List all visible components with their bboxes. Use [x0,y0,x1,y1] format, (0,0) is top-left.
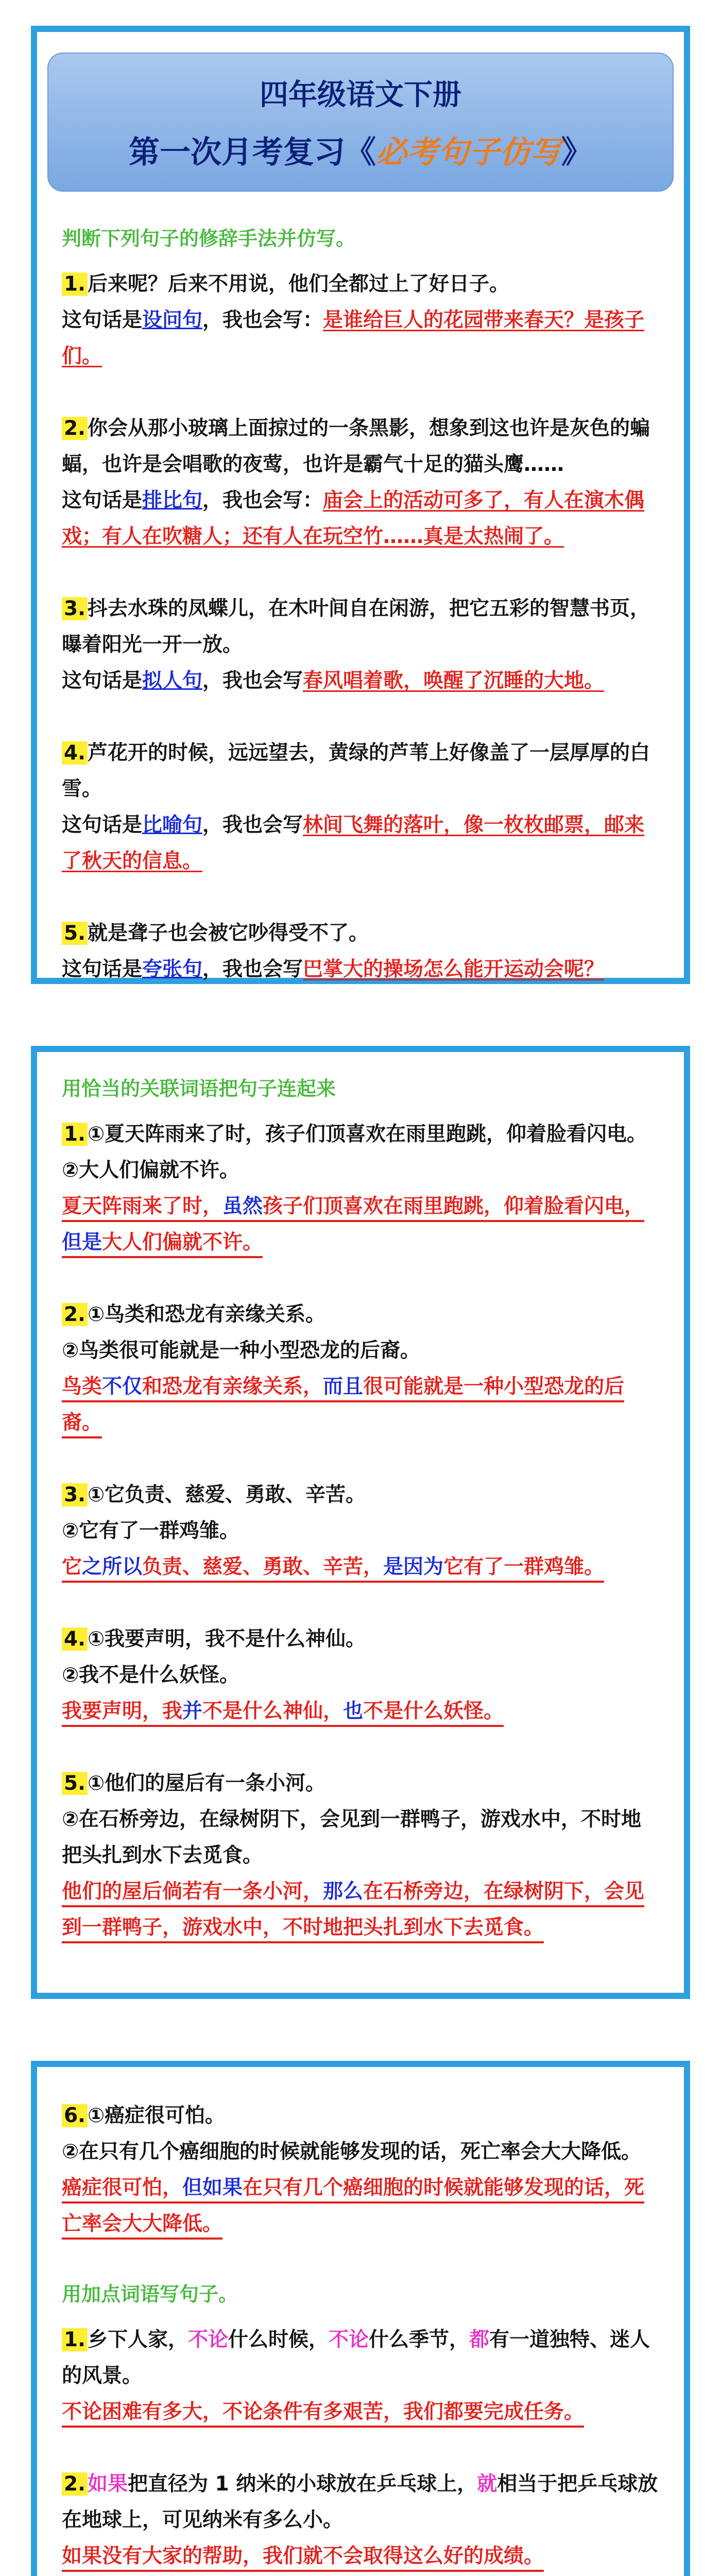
answer-fragment: 大人们偏就不许。 [102,1231,263,1254]
clause-one [62,1766,659,1802]
rhetoric-item [62,916,659,988]
answer-text: 如果没有大家的帮助，我们就不会取得这么好的成绩。 [62,2545,544,2572]
question-sentence [62,916,659,952]
conjunction: 并 [182,1700,203,1723]
answer-fragment: 不是什么神仙， [202,1700,344,1723]
sentence-fragment: 什么时候， [228,2328,329,2351]
answer-text [62,2176,644,2240]
sentence-text: 抖去水珠的凤蝶儿，在木叶间自在闲游，把它五彩的智慧书页，曝着阳光一开一放。 [62,597,650,656]
model-answer: 林间飞舞的落叶，像一枚枚邮票，邮来了秋天的信息。 [62,814,645,873]
answer-fragment: 它有了一群鸡雏。 [443,1555,605,1579]
conjunction: 虽然 [222,1195,263,1218]
answer-mid: ，我也会写 [202,669,303,692]
section-heading-rhetoric: 判断下列句子的修辞手法并仿写。 [62,227,356,250]
clause-text: ①癌症很可怕。 [87,2104,225,2127]
rhetoric-type: 夸张句 [142,958,203,981]
answer-text [62,1195,644,1258]
title-banner [47,53,674,192]
keyword: 不论 [329,2328,369,2351]
clause-two: ②大人们偏就不许。 [62,1159,240,1182]
rhetoric-item [62,591,659,699]
clause-two: ②我不是什么妖怪。 [62,1664,240,1687]
answer-prefix: 这句话是 [62,489,143,512]
panel-rhetoric [31,26,690,984]
keyword-item [62,2466,659,2574]
rhetoric-item [62,411,659,555]
conjunction-item [62,2098,659,2242]
conjunction: 是因为 [383,1555,444,1579]
keyword-answer [62,2538,659,2574]
item-number: 2. [62,417,88,440]
model-answer: 巴掌大的操场怎么能开运动会呢？ [303,958,605,981]
model-answer: 春风唱着歌，唤醒了沉睡的大地。 [303,669,605,692]
answer-fragment: 夏天阵雨来了时， [62,1195,223,1218]
keyword: 就 [477,2472,497,2496]
conjunction-item [62,1621,659,1730]
conjunction-item [62,1116,659,1261]
rhetoric-type: 拟人句 [142,669,203,692]
answer-line [62,483,659,555]
question-sentence [62,266,659,302]
keyword-item [62,2322,659,2430]
sentence-text: 后来呢？后来不用说，他们全都过上了好日子。 [87,273,509,296]
panel-conjunctions [31,1046,690,1999]
answer-text [62,1880,644,1943]
item-number: 4. [62,1628,88,1651]
clause-one [62,1621,659,1657]
combined-answer [62,1693,659,1730]
rhetoric-item [62,266,659,375]
conjunction: 那么 [323,1880,364,1903]
answer-mid: ，我也会写 [202,958,303,981]
answer-prefix: 这句话是 [62,669,143,692]
answer-mid: ，我也会写： [202,309,323,332]
conjunction: 也 [343,1700,364,1723]
sentence-text: 就是聋子也会被它吵得受不了。 [87,922,369,945]
question-sentence [62,411,659,483]
rhetoric-type: 比喻句 [142,814,203,837]
conjunction-item [62,1477,659,1585]
clause-text: ①他们的屋后有一条小河。 [87,1772,325,1795]
answer-fragment: 我要声明，我 [62,1700,183,1723]
answer-fragment: 癌症很可怕， [62,2176,183,2199]
item-number: 5. [62,922,88,945]
item-number: 2. [62,2472,88,2496]
answer-fragment: 很可能就是一种小型恐龙的后裔。 [62,1375,625,1434]
answer-fragment: 负责、慈爱、勇敢、辛苦， [142,1555,384,1579]
clause-one [62,1297,659,1333]
clause-text: ①夏天阵雨来了时，孩子们顶喜欢在雨里跑跳，仰着脸看闪电。 [87,1123,647,1146]
conjunction: 之所以 [82,1555,143,1579]
rhetoric-item [62,735,659,879]
sentence-fragment: 把直径为 1 纳米的小球放在乒乓球上， [127,2472,477,2496]
item-number: 1. [62,2328,88,2351]
item-number: 3. [62,1483,88,1506]
model-answer: 是谁给巨人的花园带来春天？是孩子们。 [62,309,645,368]
clause-two: ②鸟类很可能就是一种小型恐龙的后裔。 [62,1339,421,1362]
answer-fragment: 他们的屋后倘若有一条小河， [62,1880,323,1903]
answer-fragment: 它 [62,1555,82,1579]
question-sentence [62,735,659,807]
answer-line [62,663,659,699]
sentence-text: 你会从那小玻璃上面掠过的一条黑影，想象到这也许是灰色的蝙蝠，也许是会唱歌的夜莺，也许是霸气十足的猫头鹰…… [62,417,650,476]
combined-answer [62,1369,659,1441]
conjunction: 但是 [62,1231,102,1254]
clause-two: ②在只有几个癌细胞的时候就能够发现的话，死亡率会大大降低。 [62,2140,642,2163]
conjunction-item [62,1297,659,1441]
conjunction: 不仅 [102,1375,143,1398]
conjunction: 但如果 [182,2176,243,2199]
rhetoric-type: 设问句 [142,309,203,332]
keyword: 不论 [187,2328,228,2351]
combined-answer [62,1189,659,1261]
panel-keywords [31,2061,690,2576]
answer-line [62,302,659,375]
sentence-fragment: 什么季节， [369,2328,470,2351]
answer-text [62,1700,504,1727]
clause-one [62,1477,659,1513]
clause-two: ②在石桥旁边，在绿树阴下，会见到一群鸭子，游戏水中，不时地把头扎到水下去觅食。 [62,1808,642,1867]
section-heading-keywords: 用加点词语写句子。 [62,2283,238,2306]
answer-prefix: 这句话是 [62,309,143,332]
clause-text: ①它负责、慈爱、勇敢、辛苦。 [87,1483,366,1506]
item-number: 3. [62,597,88,620]
combined-answer [62,2170,659,2242]
conjunction: 而且 [323,1375,364,1398]
conjunction-item [62,1766,659,1946]
keyword-sentence [62,2466,659,2538]
answer-prefix: 这句话是 [62,958,143,981]
sentence-text: 芦花开的时候，远远望去，黄绿的芦苇上好像盖了一层厚厚的白雪。 [62,741,650,801]
answer-fragment: 鸟类 [62,1375,102,1398]
answer-text: 不论困难有多大，不论条件有多艰苦，我们都要完成任务。 [62,2400,584,2428]
keyword-sentence [62,2322,659,2394]
clause-one [62,2098,659,2134]
answer-text [62,1375,624,1438]
answer-line [62,807,659,879]
answer-fragment: 孩子们顶喜欢在雨里跑跳，仰着脸看闪电， [263,1195,645,1218]
answer-prefix: 这句话是 [62,814,143,837]
item-number: 4. [62,741,88,765]
item-number: 6. [62,2104,88,2127]
answer-mid: ，我也会写： [202,489,323,512]
item-number: 1. [62,273,88,296]
keyword: 都 [469,2328,490,2351]
rhetoric-type: 排比句 [142,489,203,512]
answer-fragment: 和恐龙有亲缘关系， [142,1375,323,1398]
question-sentence [62,591,659,663]
item-number: 1. [62,1123,88,1146]
clause-text: ①我要声明，我不是什么神仙。 [87,1628,366,1651]
answer-text [62,1555,604,1583]
item-number: 5. [62,1772,88,1795]
section-heading-conjunctions: 用恰当的关联词语把句子连起来 [62,1077,336,1100]
answer-fragment: 不是什么妖怪。 [363,1700,504,1723]
answer-line [62,952,659,988]
clause-two: ②它有了一群鸡雏。 [62,1519,240,1543]
answer-fragment: 在只有几个癌细胞的时候就能够发现的话，死亡率会大大降低。 [62,2176,645,2235]
sentence-fragment: 乡下人家， [87,2328,188,2351]
model-answer: 庙会上的活动可多了，有人在演木偶戏；有人在吹糖人；还有人在玩空竹……真是太热闹了。 [62,489,645,548]
answer-fragment: 在石桥旁边，在绿树阴下，会见到一群鸭子，游戏水中，不时地把头扎到水下去觅食。 [62,1880,645,1939]
page-title: 四年级语文下册 [260,78,461,112]
sentence-fragment: 相当于把乒乓球放在地球上，可见纳米有多么小。 [62,2472,658,2532]
page-subtitle: 第一次月考复习《必考句子仿写》 [129,134,592,171]
clause-text: ①鸟类和恐龙有亲缘关系。 [87,1303,325,1326]
answer-mid: ，我也会写 [202,814,303,837]
sentence-fragment: 有一道独特、迷人的风景。 [62,2328,650,2387]
combined-answer [62,1549,659,1585]
clause-one [62,1116,659,1153]
item-number: 2. [62,1303,88,1326]
keyword-answer [62,2394,659,2430]
combined-answer [62,1874,659,1946]
keyword: 如果 [87,2472,128,2496]
